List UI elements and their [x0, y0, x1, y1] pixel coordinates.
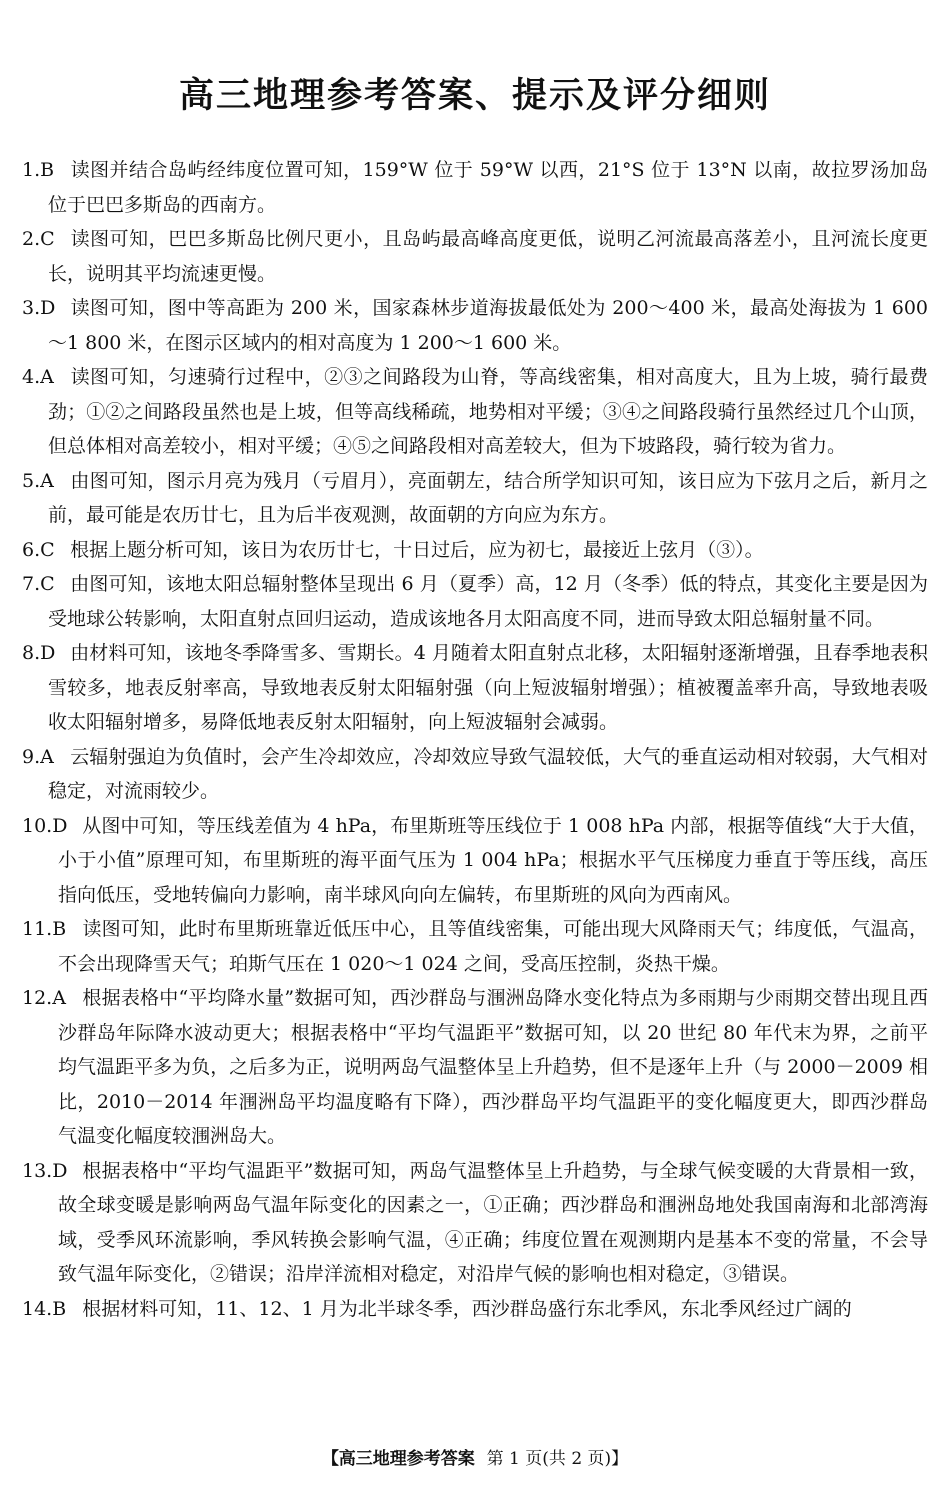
- answer-item: [22, 222, 928, 291]
- answer-choice: D: [40, 297, 56, 319]
- answer-item: [22, 981, 928, 1154]
- answer-explanation: 读图可知，匀速骑行过程中，②③之间路段为山脊，等高线密集，相对高度大，且为上坡，骑行最费劲；①②之间路段虽然也是上坡，但等高线稀疏，地势相对平缓；③④之间路段骑行虽然经过几个山顶，但总体相对高差较小，相对平缓；④⑤之间路段相对高差较大，但为下坡路段，骑行较为省力。: [48, 366, 928, 457]
- answer-item: [22, 636, 928, 740]
- answer-explanation: 由图可知，图示月亮为残月（亏眉月），亮面朝左，结合所学知识可知，该日应为下弦月之后，新月之前，最可能是农历廿七，且为后半夜观测，故面朝的方向应为东方。: [48, 469, 928, 526]
- answer-number: 12.: [22, 987, 53, 1009]
- answer-item: [22, 1292, 928, 1327]
- answer-number: 5.: [22, 469, 41, 492]
- answer-number: 1.: [22, 159, 41, 181]
- answer-choice: D: [52, 1159, 68, 1182]
- answer-choice: B: [52, 1297, 67, 1320]
- answer-item: [22, 740, 928, 809]
- answer-choice: A: [40, 469, 54, 492]
- answer-number: 3.: [22, 297, 41, 319]
- answer-number: 9.: [22, 745, 41, 768]
- answer-item: [22, 360, 928, 464]
- answer-explanation: 读图可知，图中等高距为 200 米，国家森林步道海拔最低处为 200～400 米，最高处海拔为 1 600～1 800 米，在图示区域内的相对高度为 1 200～1 600 米。: [48, 297, 928, 354]
- answer-choice: A: [52, 987, 66, 1009]
- document-title: 高三地理参考答案、提示及评分细则: [178, 76, 771, 116]
- answer-item: [22, 533, 928, 568]
- answer-explanation: 根据表格中“平均气温距平”数据可知，两岛气温整体呈上升趋势，与全球气候变暖的大背景相一致，故全球变暖是影响两岛气温年际变化的因素之一，①正确；西沙群岛和涠洲岛地处我国南海和北部湾海域，受季风环流影响，季风转换会影响气温，④正确；纬度位置在观测期内是基本不变的常量，不会导致气温年际变化，②错误；沿岸洋流相对稳定，对沿岸气候的影响也相对稳定，③错误。: [58, 1159, 928, 1285]
- answer-number: 8.: [22, 642, 41, 664]
- answer-explanation: 读图可知，巴巴多斯岛比例尺更小，且岛屿最高峰高度更低，说明乙河流最高落差小，且河流长度更长，说明其平均流速更慢。: [48, 228, 928, 285]
- answers-list: [22, 153, 928, 1326]
- page-number: 第 1 页(共 2 页)】: [486, 1449, 629, 1469]
- answer-choice: B: [40, 159, 55, 181]
- answer-item: [22, 912, 928, 981]
- answer-number: 14.: [22, 1297, 53, 1320]
- answer-number: 7.: [22, 573, 41, 595]
- answer-explanation: 读图并结合岛屿经纬度位置可知，159°W 位于 59°W 以西，21°S 位于 13°N 以南，故拉罗汤加岛位于巴巴多斯岛的西南方。: [48, 159, 928, 216]
- answer-choice: C: [40, 573, 55, 595]
- answer-number: 4.: [22, 366, 41, 388]
- page-footer: [0, 1444, 950, 1469]
- answer-item: [22, 291, 928, 360]
- answer-item: [22, 153, 928, 222]
- answer-item: [22, 567, 928, 636]
- answer-choice: C: [40, 538, 55, 561]
- answer-explanation: 根据表格中“平均降水量”数据可知，西沙群岛与涠洲岛降水变化特点为多雨期与少雨期交替出现且西沙群岛年际降水波动更大；根据表格中“平均气温距平”数据可知，以 20 世纪 80 年代末为界，之前平均气温距平多为负，之后多为正，说明两岛气温整体呈上升趋势，但不是逐年上升（与 2000－2009 相比，2010－2014 年涠洲岛平均温度略有下降），西沙群岛平均气温距平的变化幅度更大，即西沙群岛气温变化幅度较涠洲岛大。: [58, 987, 928, 1147]
- answer-number: 11.: [22, 918, 53, 940]
- answer-choice: A: [40, 366, 54, 388]
- answer-explanation: 云辐射强迫为负值时，会产生冷却效应，冷却效应导致气温较低，大气的垂直运动相对较弱，大气相对稳定，对流雨较少。: [48, 745, 928, 802]
- answer-choice: B: [52, 918, 67, 940]
- answer-choice: A: [40, 745, 54, 768]
- answer-explanation: 根据上题分析可知，该日为农历廿七，十日过后，应为初七，最接近上弦月（③）。: [70, 538, 764, 561]
- answer-choice: D: [40, 642, 56, 664]
- answer-item: [22, 464, 928, 533]
- footer-label: 【高三地理参考答案: [321, 1449, 475, 1469]
- answer-explanation: 读图可知，此时布里斯班靠近低压中心，且等值线密集，可能出现大风降雨天气；纬度低，气温高，不会出现降雪天气；珀斯气压在 1 020～1 024 之间，受高压控制，炎热干燥。: [58, 918, 928, 975]
- answer-choice: D: [52, 814, 68, 837]
- answer-choice: C: [40, 228, 55, 250]
- answer-explanation: 由图可知，该地太阳总辐射整体呈现出 6 月（夏季）高，12 月（冬季）低的特点，其变化主要是因为受地球公转影响，太阳直射点回归运动，造成该地各月太阳高度不同，进而导致太阳总辐射量不同。: [48, 573, 928, 630]
- answer-number: 6.: [22, 538, 41, 561]
- answer-item: [22, 1154, 928, 1292]
- answer-item: [22, 809, 928, 913]
- answer-explanation: 根据材料可知，11、12、1 月为北半球冬季，西沙群岛盛行东北季风，东北季风经过广阔的: [82, 1297, 852, 1320]
- answer-explanation: 由材料可知，该地冬季降雪多、雪期长。4 月随着太阳直射点北移，太阳辐射逐渐增强，且春季地表积雪较多，地表反射率高，导致地表反射太阳辐射强（向上短波辐射增强）；植被覆盖率升高，导致地表吸收太阳辐射增多，易降低地表反射太阳辐射，向上短波辐射会减弱。: [48, 642, 928, 733]
- answer-number: 10.: [22, 814, 53, 837]
- answer-number: 2.: [22, 228, 41, 250]
- answer-explanation: 从图中可知，等压线差值为 4 hPa，布里斯班等压线位于 1 008 hPa 内部，根据等值线“大于大值，小于小值”原理可知，布里斯班的海平面气压为 1 004 hPa；根据水平气压梯度力垂直于等压线，高压指向低压，受地转偏向力影响，南半球风向向左偏转，布里斯班的风向为西南风。: [58, 814, 928, 906]
- answer-number: 13.: [22, 1159, 53, 1182]
